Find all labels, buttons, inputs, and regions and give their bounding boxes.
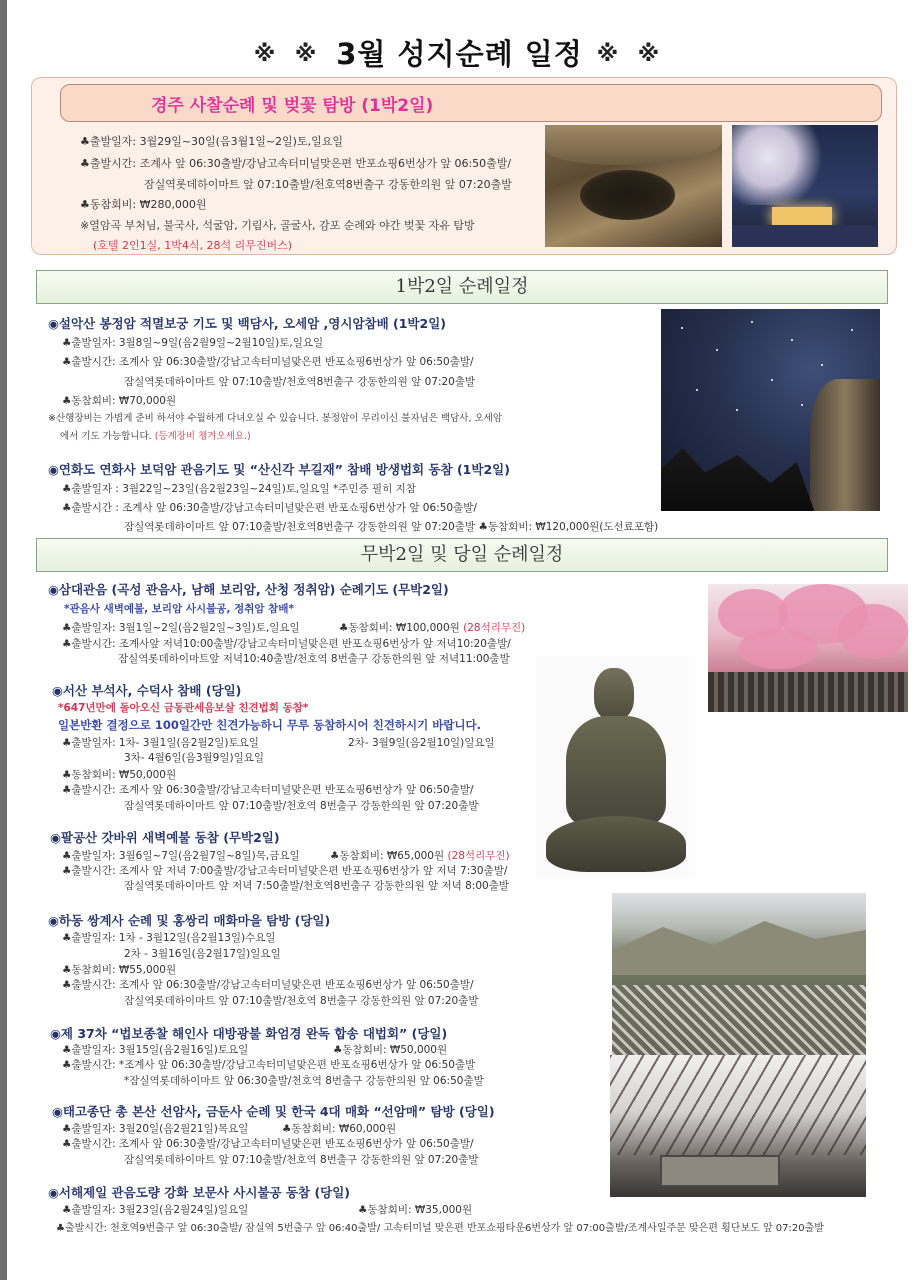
featured-departure-cont: 잠실역롯데하이마트 앞 07:10출발/천호역8번출구 강동한의원 앞 07:20출발 — [144, 178, 512, 191]
trip-bomun-title: ◉서해제일 관음도량 강화 보문사 사시불공 동참 (당일) — [48, 1185, 351, 1200]
trip-seonam-fee: ♣동참회비: ₩60,000원 — [282, 1123, 397, 1135]
trip-bomun-departure: ♣출발시간: 천호역9번출구 앞 06:30출발/ 잠실역 5번출구 앞 06:40출발/ 고속터미널 맞은편 반포쇼핑타운6번상가 앞 07:00출발/조계사일주문 맞은편 횡단보도 앞 07:20출발 — [56, 1223, 824, 1234]
trip-samdae-fee-note: (28석리무진) — [463, 622, 526, 634]
featured-tour-header: 경주 사찰순례 및 벚꽃 탐방 (1박2일) — [60, 84, 882, 122]
trip-ssanggye-departure-cont: 잠실역롯데하이마트 앞 07:10출발/천호역 8번출구 강동한의원 앞 07:20출발 — [124, 995, 479, 1007]
featured-itinerary: ※열암곡 부처님, 불국사, 석굴암, 기림사, 골굴사, 감포 순례와 야간 벚꽃 자유 탐방 — [80, 219, 475, 232]
trip-samdae-fee: ♣동참회비: ₩100,000원 — [339, 622, 460, 634]
plum-courtyard-photo — [610, 1055, 866, 1197]
trip-buseok-fee: ♣동참회비: ₩50,000원 — [62, 769, 177, 781]
trip-seorak-departure: ♣출발시간: 조계사 앞 06:30출발/강남고속터미널맞은편 반포쇼핑6번상가 앞 06:50출발/ — [62, 356, 474, 368]
trip-buseok-sub-blue: 일본반환 결정으로 100일간만 친견가능하니 무루 동참하시어 친견하시기 바랍니다. — [58, 718, 481, 732]
trip-buseok-title: ◉서산 부석사, 수덕사 참배 (당일) — [52, 683, 242, 698]
trip-ssanggye-fee: ♣동참회비: ₩55,000원 — [62, 964, 177, 976]
trip-samdae-departure-cont: 잠실역롯데하이마트앞 저녁10:40출발/천호역 8번출구 강동한의원 앞 저녁11:00출발 — [118, 653, 510, 665]
trip-seorak-fee: ♣동참회비: ₩70,000원 — [62, 395, 177, 407]
trip-yeonhwa-date: ♣출발일자 : 3월22일~23일(음2월23일~24일)토,일요일 *주민증 필히 지참 — [62, 483, 416, 495]
mountain-village-photo — [612, 893, 866, 1055]
title-ornament-left: ※ ※ — [253, 42, 323, 67]
trip-seonam-title: ◉태고종단 총 본산 선암사, 금둔사 순례 및 한국 4대 매화 “선암매” 탐방 (당일) — [52, 1104, 495, 1119]
featured-date: ♣출발일자: 3월29일~30일(음3월1일~2일)토,일요일 — [80, 135, 343, 148]
trip-haein-fee: ♣동참회비: ₩50,000원 — [333, 1044, 448, 1056]
trip-yeonhwa-departure: ♣출발시간 : 조계사 앞 06:30출발/강남고속터미널맞은편 반포쇼핑6번상가 앞 06:50출발/ — [62, 502, 477, 514]
trip-samdae-date: ♣출발일자: 3월1일~2일(음2월2일~3일)토,일요일 — [62, 622, 300, 634]
section-header-dayTrips: 무박2일 및 당일 순례일정 — [36, 538, 888, 572]
trip-gatbawi-fee: ♣동참회비: ₩65,000원 — [330, 850, 445, 862]
featured-accommodation: (호텔 2인1실, 1박4식, 28석 리무진버스) — [93, 239, 293, 252]
page-title-text: 3월 성지순례 일정 — [336, 37, 583, 71]
trip-buseok-date2: 2차- 3월9일(음2월10일)일요일 — [348, 737, 495, 749]
trip-haein-departure-cont: *잠실역롯데하이마트 앞 06:30출발/천호역 8번출구 강동한의원 앞 06:50출발 — [124, 1075, 484, 1087]
trip-seonam-departure-cont: 잠실역롯데하이마트 앞 07:10출발/천호역 8번출구 강동한의원 앞 07:20출발 — [124, 1154, 479, 1166]
trip-gatbawi-title: ◉팔공산 갓바위 새벽예불 동참 (무박2일) — [50, 830, 280, 845]
trip-seorak-date: ♣출발일자: 3월8일~9일(음2월9일~2월10일)토,일요일 — [62, 337, 324, 349]
trip-ssanggye-title: ◉하동 쌍계사 순례 및 홍쌍리 매화마을 탐방 (당일) — [48, 913, 331, 928]
trip-yeonhwa-departure-cont: 잠실역롯데하이마트 앞 07:10출발/천호역8번출구 강동한의원 앞 07:20출발 ♣동참회비: ₩120,000원(도선료포함) — [124, 521, 659, 533]
trip-gatbawi-departure-cont: 잠실역롯데하이마트 앞 저녁 7:50출발/천호역8번출구 강동한의원 앞 저녁 8:00출발 — [124, 880, 510, 892]
trip-seorak-note: ※산행장비는 가볍게 준비 하셔야 수월하게 다녀오실 수 있습니다. 봉정암이 무리이신 불자님은 백담사, 오세암 — [48, 413, 503, 424]
trip-seorak-departure-cont: 잠실역롯데하이마트 앞 07:10출발/천호역8번출구 강동한의원 앞 07:20출발 — [124, 376, 476, 388]
title-ornament-right: ※ ※ — [596, 42, 666, 67]
featured-fee: ♣동참회비: ₩280,000원 — [80, 198, 207, 211]
trip-haein-title: ◉제 37차 “법보종찰 해인사 대방광불 화엄경 완독 합송 대법회” (당일) — [50, 1026, 448, 1041]
page-title — [0, 32, 919, 73]
trip-haein-departure: ♣출발시간: *조계사 앞 06:30출발/강남고속터미널맞은편 반포쇼핑6번상가 앞 06:50출발 — [62, 1059, 476, 1071]
trip-gatbawi-date: ♣출발일자: 3월6일~7일(음2월7일~8일)목,금요일 — [62, 850, 300, 862]
trip-seorak-note-red: (등계장비 챙겨오세요.) — [154, 431, 251, 442]
trip-gatbawi-fee-note: (28석리무진) — [447, 850, 510, 862]
trip-buseok-sub-red: *647년만에 돌아오신 금동관세음보살 친견법회 동참* — [58, 702, 309, 714]
trip-bomun-fee: ♣동참회비: ₩35,000원 — [358, 1204, 473, 1216]
trip-bomun-date: ♣출발일자: 3월23일(음2월24일)일요일 — [62, 1204, 249, 1216]
trip-buseok-date3: 3차- 4월6일(음3월9일)일요일 — [124, 752, 265, 764]
night-blossom-photo — [732, 125, 878, 247]
trip-buseok-departure-cont: 잠실역롯데하이마트 앞 07:10출발/천호역 8번출구 강동한의원 앞 07:20출발 — [124, 800, 479, 812]
starry-mountain-photo — [661, 309, 880, 511]
trip-yeonhwa-title: ◉연화도 연화사 보덕암 관음기도 및 “산신각 부길재” 참배 방생법회 동참 (1박2일) — [48, 462, 510, 477]
trip-ssanggye-date1: ♣출발일자: 1차 - 3월12일(음2월13일)수요일 — [62, 932, 276, 944]
trip-seorak-note-cont: 에서 기도 가능합니다. (등계장비 챙겨오세요.) — [60, 431, 251, 442]
trip-samdae-fee-row — [339, 620, 525, 635]
trip-ssanggye-date2: 2차 - 3월16일(음2월17일)일요일 — [124, 948, 281, 960]
trip-seonam-date: ♣출발일자: 3월20일(음2월21일)목요일 — [62, 1123, 249, 1135]
trip-samdae-title: ◉삼대관음 (곡성 관음사, 남해 보리암, 산청 정취암) 순례기도 (무박2일) — [48, 582, 449, 597]
trip-buseok-departure: ♣출발시간: 조계사 앞 06:30출발/강남고속터미널맞은편 반포쇼핑6번상가 앞 06:50출발/ — [62, 784, 474, 796]
trip-gatbawi-departure: ♣출발시간: 조계사 앞 저녁 7:00출발/강남고속터미널맞은편 반포쇼핑6번상가 앞 저녁 7:30출발/ — [62, 865, 508, 877]
trip-samdae-sub: *관음사 새벽예불, 보리암 사시불공, 정취암 참배* — [64, 603, 294, 615]
pink-blossom-photo — [708, 584, 908, 712]
trip-seonam-departure: ♣출발시간: 조계사 앞 06:30출발/강남고속터미널맞은편 반포쇼핑6번상가 앞 06:50출발/ — [62, 1138, 474, 1150]
featured-departure: ♣출발시간: 조계사 앞 06:30출발/강남고속터미널맞은편 반포쇼핑6번상가 앞 06:50출발/ — [80, 157, 512, 170]
trip-gatbawi-fee-row — [330, 848, 510, 863]
trip-seorak-title: ◉설악산 봉정암 적멸보궁 기도 및 백담사, 오세암 ,영시암참배 (1박2일) — [48, 316, 446, 331]
left-edge-bar — [0, 0, 7, 1280]
trip-haein-date: ♣출발일자: 3월15일(음2월16일)토요일 — [62, 1044, 249, 1056]
bodhisattva-statue-photo — [536, 656, 695, 878]
section-header-overnight: 1박2일 순례일정 — [36, 270, 888, 304]
trip-ssanggye-departure: ♣출발시간: 조계사 앞 06:30출발/강남고속터미널맞은편 반포쇼핑6번상가 앞 06:50출발/ — [62, 979, 474, 991]
cave-buddha-photo — [545, 125, 722, 247]
trip-samdae-departure: ♣출발시간: 조계사앞 저녁10:00출발/강남고속터미널맞은편 반포쇼핑6번상가 앞 저녁10:20출발/ — [62, 638, 511, 650]
trip-buseok-date1: ♣출발일자: 1차- 3월1일(음2월2일)토요일 — [62, 737, 259, 749]
